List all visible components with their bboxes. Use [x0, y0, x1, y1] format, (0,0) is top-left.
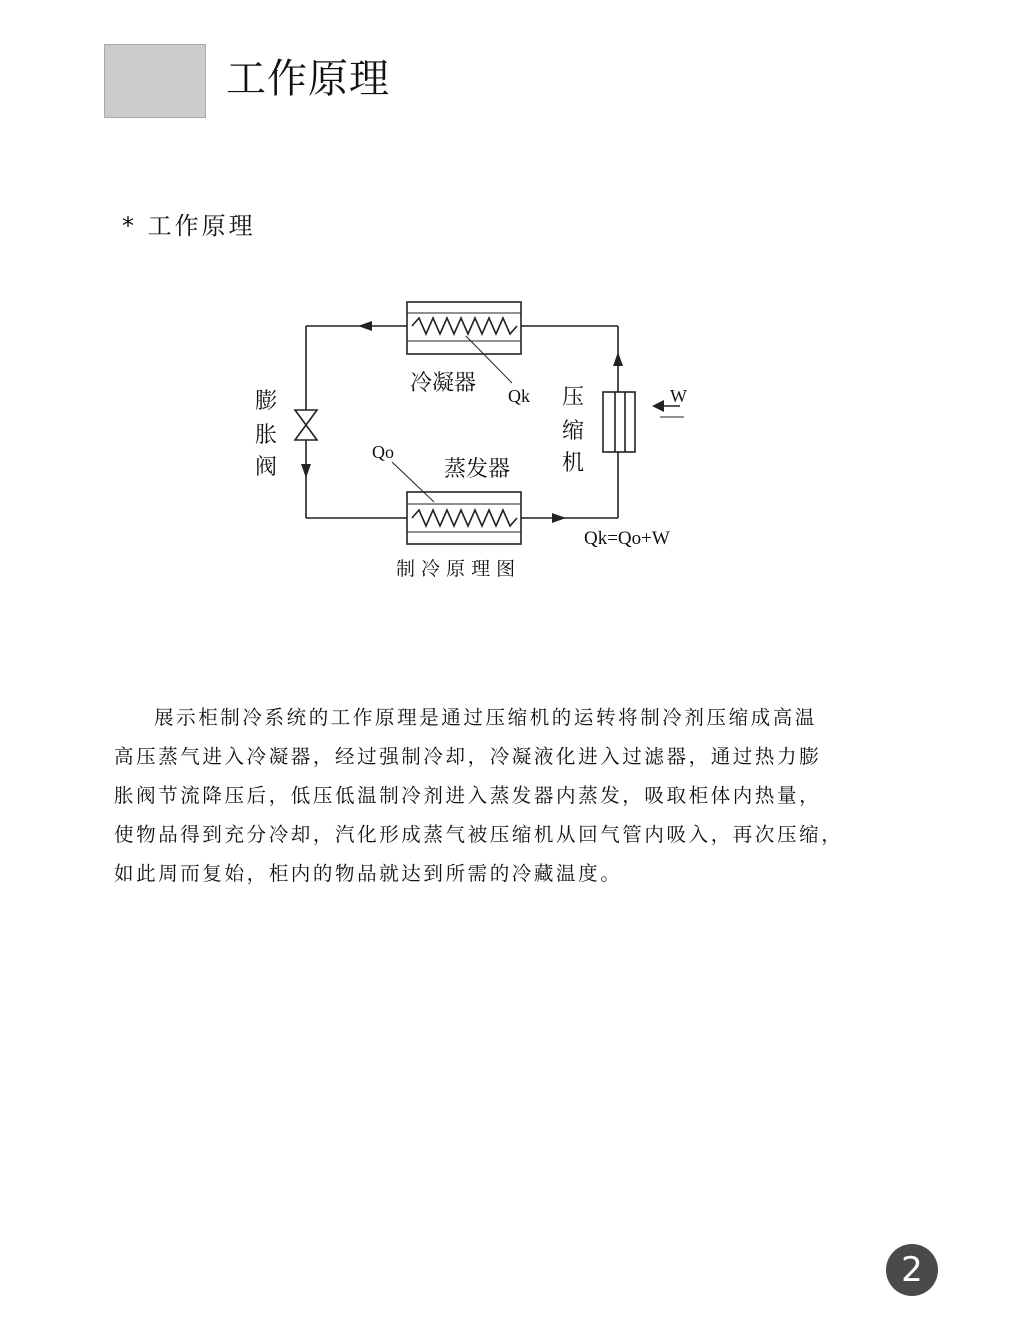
body-line: 胀阀节流降压后，低压低温制冷剂进入蒸发器内蒸发，吸取柜体内热量，: [114, 784, 822, 807]
refrigeration-diagram: [240, 280, 720, 590]
flow-arrow-right: [613, 352, 623, 366]
page-number-badge: 2: [886, 1244, 938, 1296]
work-label: W: [670, 386, 687, 406]
flow-arrow-bottom: [552, 513, 566, 523]
valve-label-char-1: 膨: [255, 389, 278, 414]
title-decoration-box: [104, 44, 206, 118]
section-heading: * 工作原理: [122, 212, 256, 240]
evaporator-heat-label: Qo: [372, 442, 394, 462]
body-paragraph: [114, 698, 914, 893]
body-line: 展示柜制冷系统的工作原理是通过压缩机的运转将制冷剂压缩成高温: [154, 706, 818, 729]
evaporator-heat-leader: [392, 462, 434, 502]
diagram-caption: 制 冷 原 理 图: [396, 558, 516, 580]
compressor-label-char-1: 压: [562, 385, 585, 410]
body-line: 高压蒸气进入冷凝器，经过强制冷却，冷凝液化进入过滤器，通过热力膨: [114, 745, 822, 768]
evaporator-label: 蒸发器: [444, 457, 511, 482]
body-line: 如此周而复始，柜内的物品就达到所需的冷藏温度。: [114, 862, 623, 885]
expansion-valve-icon: [295, 410, 317, 440]
condenser-label: 冷凝器: [410, 371, 477, 396]
heat-balance-equation: Qk=Qo+W: [584, 528, 670, 549]
work-input-arrowhead: [652, 400, 664, 412]
condenser-heat-label: Qk: [508, 386, 530, 406]
valve-label-char-3: 阀: [255, 455, 278, 480]
flow-arrow-left: [301, 464, 311, 478]
body-line: 使物品得到充分冷却，汽化形成蒸气被压缩机从回气管内吸入，再次压缩，: [114, 823, 844, 846]
compressor-label-char-2: 缩: [562, 419, 585, 444]
condenser-coil: [407, 302, 521, 354]
compressor-label-char-3: 机: [562, 451, 585, 476]
compressor-icon: [603, 392, 635, 452]
flow-arrow-top: [358, 321, 372, 331]
evaporator-coil: [407, 492, 521, 544]
page-title: 工作原理: [226, 56, 390, 102]
valve-label-char-2: 胀: [255, 423, 278, 448]
